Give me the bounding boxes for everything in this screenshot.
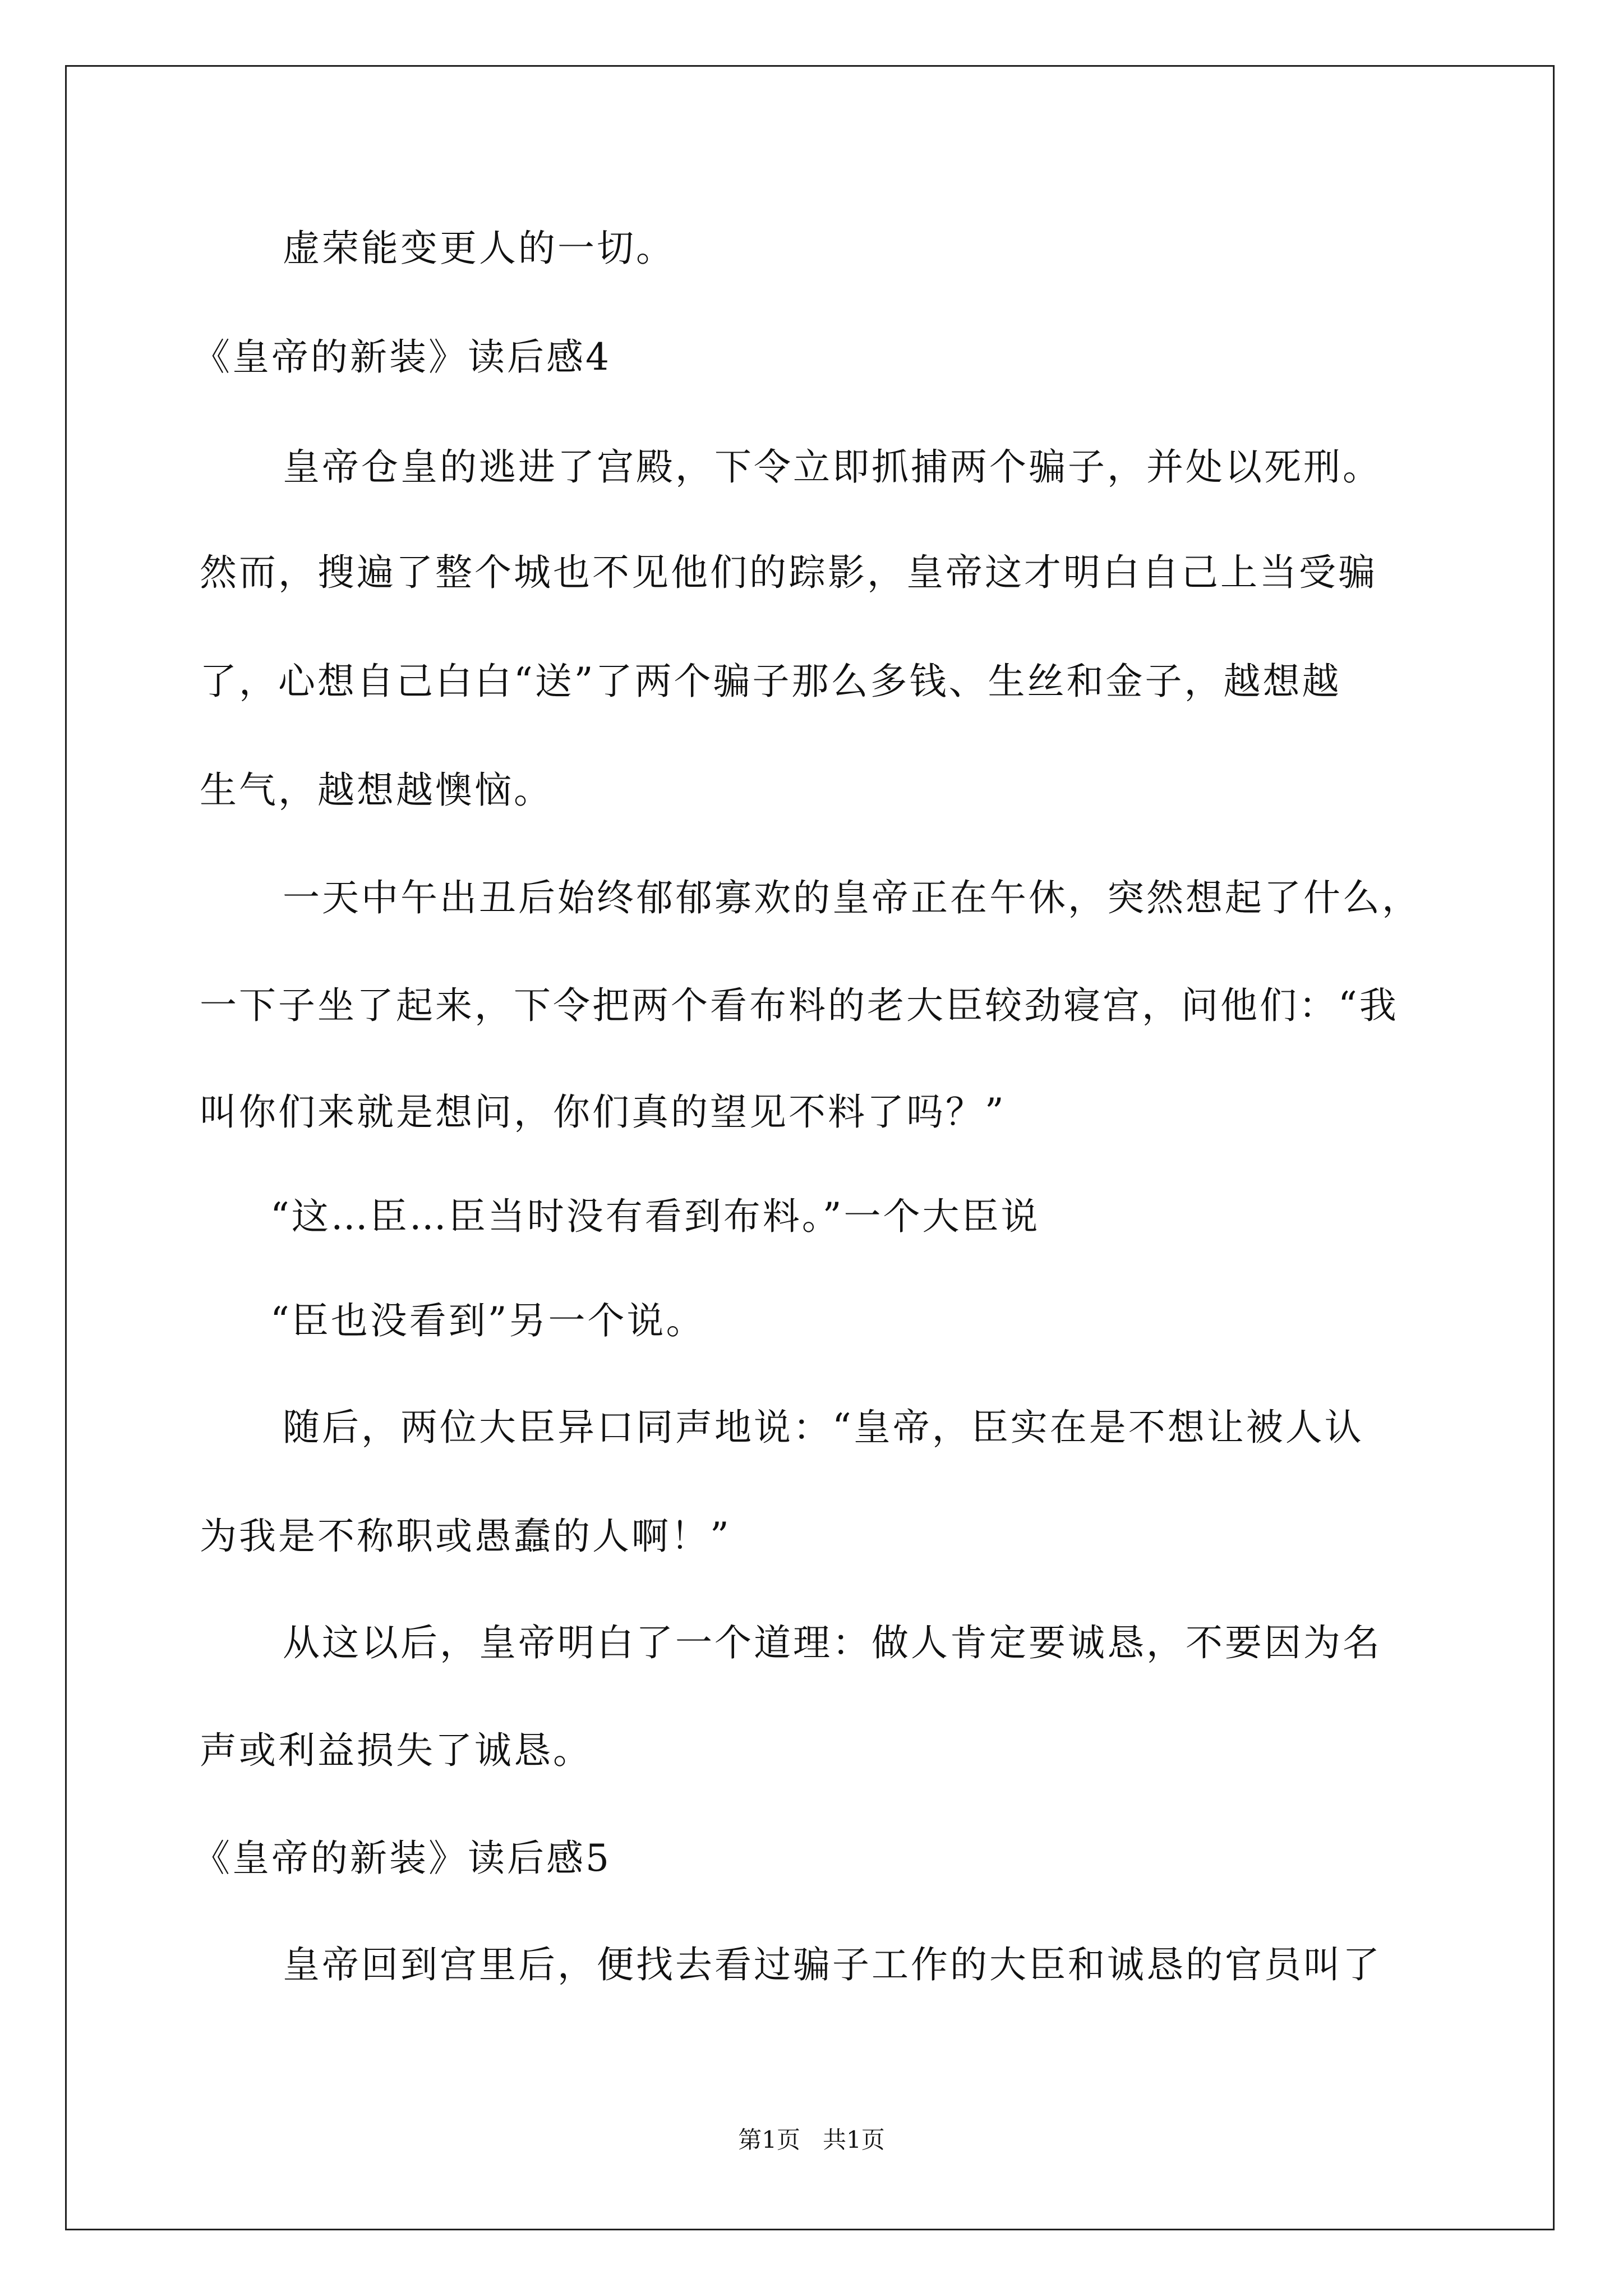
paragraph-line: “臣也没看到”另一个说。 (270, 1299, 706, 1342)
paragraph-line: 皇帝仓皇的逃进了宫殿，下令立即抓捕两个骗子，并处以死刑。 (283, 445, 1382, 489)
page-footer: 第1页 共1页 (738, 2126, 885, 2154)
paragraph-line: 随后，两位大臣异口同声地说：“皇帝，臣实在是不想让被人认 (283, 1406, 1364, 1449)
paragraph-line: 然而，搜遍了整个城也不见他们的踪影，皇帝这才明白自己上当受骗 (200, 551, 1377, 594)
page-border (65, 65, 1555, 2230)
paragraph-line: 从这以后，皇帝明白了一个道理：做人肯定要诚恳，不要因为名 (283, 1621, 1382, 1664)
section-heading-5: 《皇帝的新装》读后感5 (193, 1837, 611, 1880)
paragraph-line: 了，心想自己白白“送”了两个骗子那么多钱、生丝和金子，越想越 (200, 660, 1341, 703)
paragraph-line: 声或利益损失了诚恳。 (200, 1729, 592, 1772)
paragraph-line: 皇帝回到宫里后，便找去看过骗子工作的大臣和诚恳的官员叫了 (283, 1943, 1382, 1986)
paragraph-line: 为我是不称职或愚蠢的人啊！” (200, 1515, 731, 1558)
paragraph-line: 一下子坐了起来，下令把两个看布料的老大臣较劲寝宫，问他们：“我 (200, 984, 1399, 1027)
paragraph-line: 虚荣能变更人的一切。 (283, 227, 675, 270)
paragraph-line: “这…臣…臣当时没有看到布料。”一个大臣说 (270, 1195, 1040, 1238)
section-heading-4: 《皇帝的新装》读后感4 (193, 335, 611, 379)
paragraph-line: 叫你们来就是想问，你们真的望见不料了吗？” (200, 1091, 1006, 1134)
paragraph-line: 一天中午出丑后始终郁郁寡欢的皇帝正在午休，突然想起了什么， (283, 876, 1421, 919)
paragraph-line: 生气，越想越懊恼。 (200, 769, 553, 812)
